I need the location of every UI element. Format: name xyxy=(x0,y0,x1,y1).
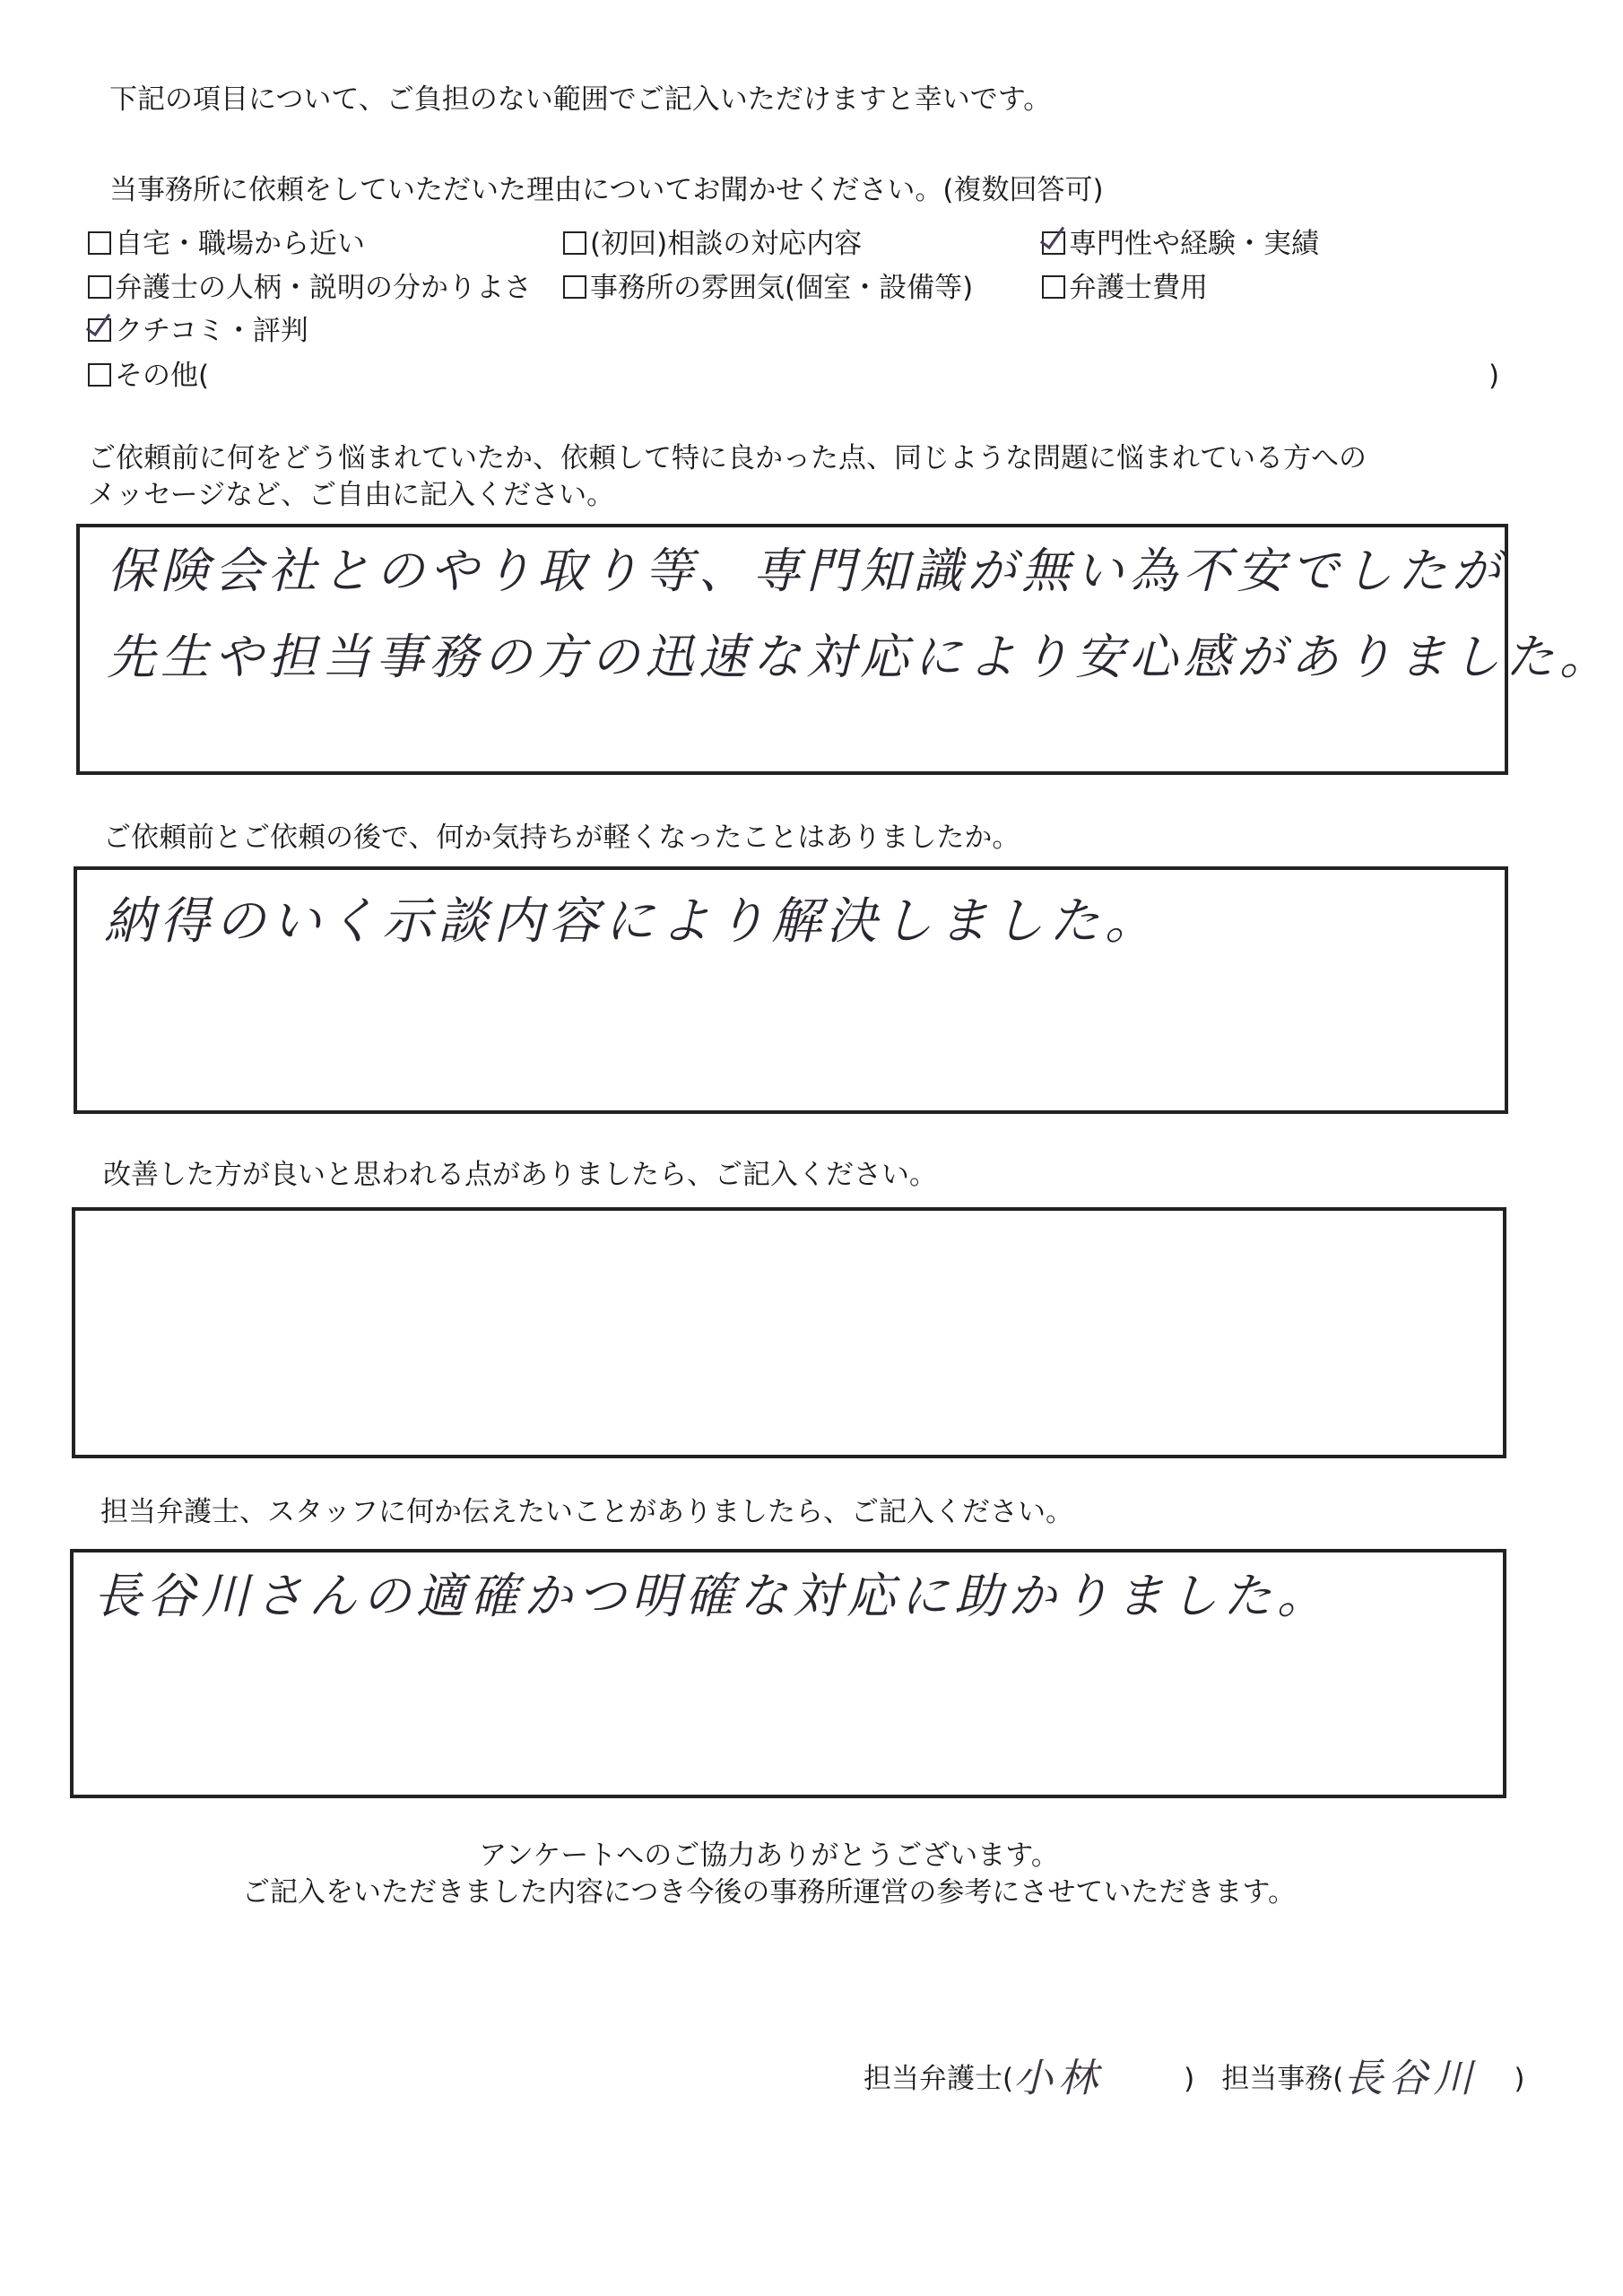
q2-answer-line1: 保険会社とのやり取り等、専門知識が無い為不安でしたが xyxy=(107,543,1506,599)
checkbox[interactable] xyxy=(563,275,586,299)
option-label: 弁護士の人柄・説明の分かりよさ xyxy=(115,272,532,304)
option-near-home[interactable] xyxy=(88,230,365,258)
q3-answer: 納得のいく示談内容により解決しました。 xyxy=(104,892,1160,951)
q3-question: ご依頼前とご依頼の後で、何か気持ちが軽くなったことはありましたか。 xyxy=(103,822,1020,854)
signature-row xyxy=(864,2056,1525,2101)
lawyer-close-paren: ) xyxy=(1184,2062,1195,2095)
lawyer-label: 担当弁護士( xyxy=(864,2062,1014,2095)
option-label: 自宅・職場から近い xyxy=(115,228,365,260)
q1-question: 当事務所に依頼をしていただいた理由についてお聞かせください。(複数回答可) xyxy=(109,174,1104,206)
option-other[interactable] xyxy=(88,362,209,390)
thanks-line2: ご記入をいただきました内容につき今後の事務所運営の参考にさせていただきます。 xyxy=(242,1876,1296,1909)
q5-answer: 長谷川さんの適確かつ明確な対応に助かりました。 xyxy=(93,1568,1331,1624)
checkbox-checked[interactable] xyxy=(1042,231,1065,255)
option-label: クチコミ・評判 xyxy=(115,315,308,347)
q2-answer-line2: 先生や担当事務の方の迅速な対応により安心感がありました。 xyxy=(107,629,1613,685)
checkbox[interactable] xyxy=(88,231,111,255)
q5-answer-box[interactable] xyxy=(70,1549,1506,1798)
q2-answer-box[interactable] xyxy=(76,524,1613,775)
other-close-paren: ) xyxy=(1488,360,1500,392)
q4-answer-box[interactable] xyxy=(72,1207,1506,1458)
lawyer-signature: 小林 xyxy=(1013,2056,1104,2101)
option-reputation[interactable] xyxy=(88,317,308,345)
q4-question: 改善した方が良いと思われる点がありましたら、ご記入ください。 xyxy=(103,1159,937,1191)
q2-question-line1: ご依頼前に何をどう悩まれていたか、依頼して特に良かった点、同じような問題に悩まれている方への xyxy=(88,442,1367,474)
staff-signature: 長谷川 xyxy=(1343,2056,1479,2101)
checkbox[interactable] xyxy=(88,363,111,387)
option-label: その他( xyxy=(115,360,210,392)
option-label: 事務所の雰囲気(個室・設備等) xyxy=(590,272,974,304)
intro-text: 下記の項目について、ご負担のない範囲でご記入いただけますと幸いです。 xyxy=(109,83,1052,116)
q2-question-line2: メッセージなど、ご自由に記入ください。 xyxy=(88,479,615,511)
option-label: 弁護士費用 xyxy=(1069,272,1208,304)
q5-question: 担当弁護士、スタッフに何か伝えたいことがありましたら、ご記入ください。 xyxy=(100,1496,1073,1528)
checkbox[interactable] xyxy=(88,275,111,299)
staff-close-paren: ) xyxy=(1514,2062,1525,2095)
q3-answer-box[interactable] xyxy=(74,866,1508,1114)
option-expertise[interactable] xyxy=(1042,230,1319,258)
checkbox[interactable] xyxy=(1042,275,1065,299)
staff-label: 担当事務( xyxy=(1221,2062,1344,2095)
checkbox-checked[interactable] xyxy=(88,318,111,342)
option-consultation[interactable] xyxy=(563,230,862,258)
option-label: 専門性や経験・実績 xyxy=(1069,228,1319,260)
option-label: (初回)相談の対応内容 xyxy=(590,228,863,260)
option-fees[interactable] xyxy=(1042,274,1208,302)
option-personality[interactable] xyxy=(88,274,532,302)
thanks-line1: アンケートへのご協力ありがとうございます。 xyxy=(479,1839,1059,1872)
checkbox[interactable] xyxy=(563,231,586,255)
option-atmosphere[interactable] xyxy=(563,274,973,302)
